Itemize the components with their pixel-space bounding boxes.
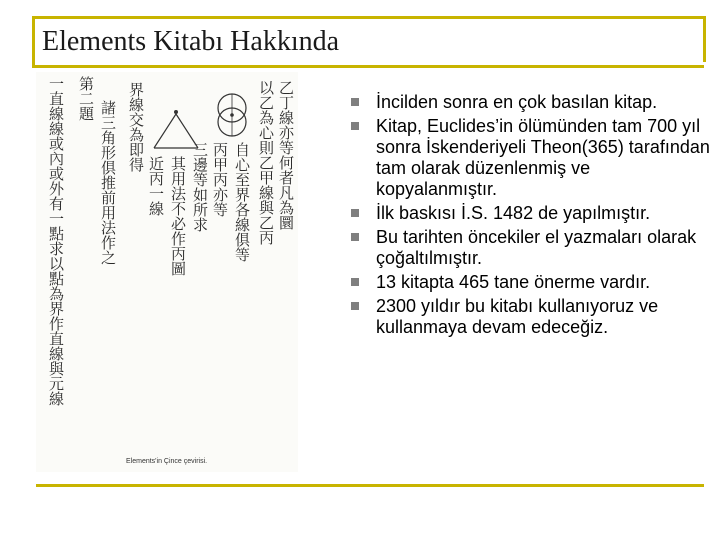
title-underline-rule	[32, 65, 704, 68]
scan-text-column: 近丙一線	[147, 156, 165, 216]
scan-text-column: 丙甲丙亦等	[211, 142, 229, 217]
scan-text-column: 界線交為即得	[127, 82, 145, 172]
image-caption: Elements'in Çince çevirisi.	[126, 458, 208, 465]
bullet-text: İncilden sonra en çok basılan kitap.	[376, 92, 658, 112]
bullet-item	[350, 272, 710, 293]
bullet-list	[350, 92, 710, 341]
bullet-item	[350, 227, 710, 269]
scan-text-column: 三邊等如所求	[191, 142, 209, 232]
bullet-item	[350, 203, 710, 224]
scan-text-column: 以乙為心則乙甲線與乙丙	[257, 80, 275, 245]
bullet-item	[350, 92, 710, 113]
bottom-rule	[36, 484, 704, 487]
bullet-text: Bu tarihten öncekiler el yazmaları olarak çoğaltılmıştır.	[376, 227, 697, 268]
chinese-translation-image	[36, 72, 298, 472]
frame-left-rule	[32, 16, 35, 68]
slide-title: Elements Kitabı Hakkında	[42, 26, 340, 57]
frame-right-rule	[703, 16, 706, 62]
scan-text-column: 乙丁線亦等何者凡為圜	[277, 80, 295, 230]
bullet-text: İlk baskısı İ.S. 1482 de yapılmıştır.	[376, 203, 651, 223]
scan-text-column: 一直線線或內或外有一點求以點為界作直線與元線	[47, 76, 65, 406]
bullet-text: 13 kitapta 465 tane önerme vardır.	[376, 272, 651, 292]
square-bullet-icon	[351, 233, 359, 241]
bullet-item	[350, 296, 710, 338]
square-bullet-icon	[351, 209, 359, 217]
square-bullet-icon	[351, 302, 359, 310]
bullet-text: Kitap, Euclides’in ölümünden tam 700 yıl sonra İskenderiyeli Theon(365) tarafından tam olarak düzenlenmiş ve kopyalanmıştır.	[376, 116, 710, 199]
square-bullet-icon	[351, 122, 359, 130]
bullet-text: 2300 yıldır bu kitabı kullanıyoruz ve kullanmaya devam edeceğiz.	[376, 296, 659, 337]
scan-text-column: 第二題	[77, 76, 95, 121]
bullet-item	[350, 116, 710, 200]
square-bullet-icon	[351, 278, 359, 286]
scan-text-column: 其用法不必作丙圖	[169, 156, 187, 276]
frame-top-rule	[32, 16, 704, 19]
scan-text-column: 諸三角形俱推前用法作之	[99, 100, 117, 265]
square-bullet-icon	[351, 98, 359, 106]
scan-text-column: 自心至界各線俱等	[233, 142, 251, 262]
